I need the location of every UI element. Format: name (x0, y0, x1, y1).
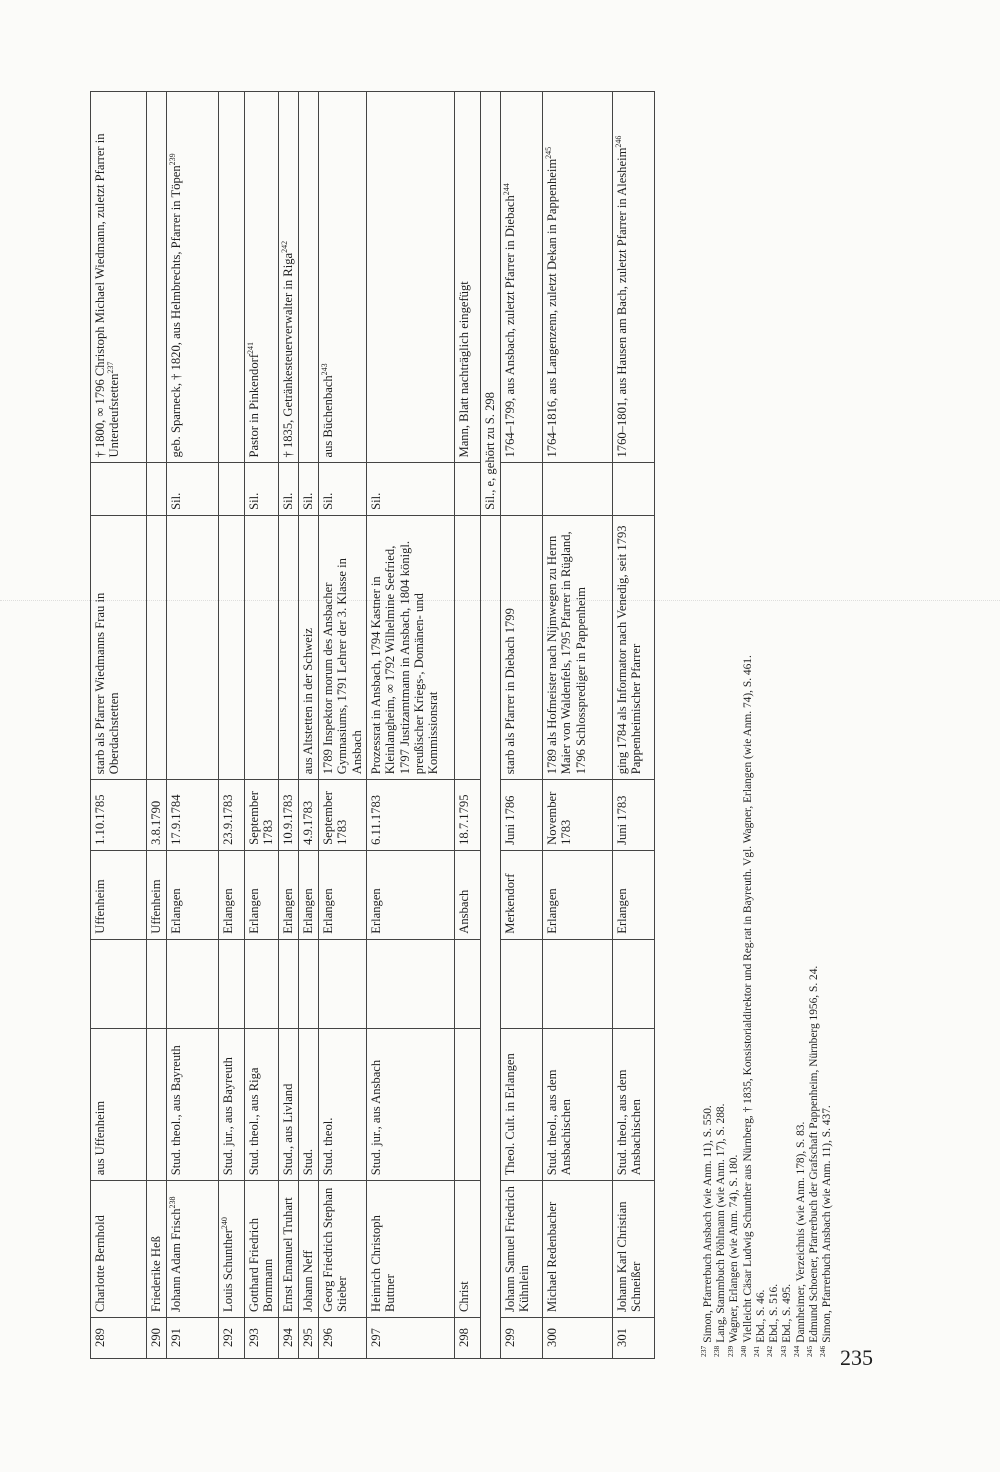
cell-reference-text: geb. Sparneck, † 1820, aus Helmbrechts, Pfarrer in Töpen (169, 165, 183, 458)
cell-sil-note (481, 92, 501, 516)
cell-date-text: 17.9.1784 (169, 794, 183, 845)
cell-sil-text: Sil. (321, 492, 335, 510)
cell-status-text: Stud. jur., aus Ansbach (369, 1059, 384, 1176)
cell-number (219, 1317, 245, 1358)
cell-name (613, 1181, 655, 1318)
cell-number (455, 1317, 481, 1358)
cell-remark-text: 1789 Inspektor morum des Ansbacher Gymnasiums, 1791 Lehrer der 3. Klasse in Ansbach (321, 558, 364, 775)
cell-status-text: Stud. theol., aus Riga (247, 1067, 261, 1176)
rotated-page-content (88, 87, 833, 1362)
cell-place-entry-text: Erlangen (221, 888, 235, 934)
cell-number-text: 289 (93, 1328, 107, 1347)
cell-status (319, 1028, 367, 1181)
cell-status (167, 1028, 219, 1181)
cell-name (245, 1181, 279, 1318)
cell-place-entry-text: Erlangen (615, 888, 630, 934)
cell-place-entry (91, 850, 147, 939)
cell-reference (219, 92, 245, 464)
cell-sil (319, 463, 367, 515)
cell-status (367, 1028, 455, 1181)
footnote-number: 238 (712, 1345, 722, 1357)
footnote-text: Ebd., S. 495. (781, 1283, 794, 1343)
cell-reference (299, 92, 319, 464)
cell-place (613, 939, 655, 1028)
cell-date-text: Juni 1783 (615, 795, 630, 845)
empty-cell (481, 515, 501, 1358)
footnote-ref: 238 (167, 1196, 177, 1209)
cell-remark (367, 515, 455, 779)
cell-sil (147, 463, 167, 515)
cell-status (91, 1028, 147, 1181)
cell-name (219, 1181, 245, 1318)
cell-place-entry (219, 850, 245, 939)
cell-number-text: 293 (247, 1328, 261, 1347)
cell-sil-text: Sil. (369, 492, 384, 510)
footnote-number: 242 (765, 1345, 775, 1357)
cell-place (501, 939, 543, 1028)
cell-sil (219, 463, 245, 515)
cell-sil-text: Sil. (169, 492, 183, 510)
cell-date (455, 780, 481, 851)
footnote-ref: 242 (279, 240, 289, 253)
cell-status (543, 1028, 613, 1181)
cell-remark (245, 515, 279, 779)
cell-number-text: 290 (149, 1328, 163, 1347)
cell-place (167, 939, 219, 1028)
footnote-text: Ebd., S. 516. (768, 1283, 781, 1343)
register-body (91, 92, 655, 1359)
cell-name (501, 1181, 543, 1318)
cell-date-text: 10.9.1783 (281, 794, 295, 845)
cell-place-entry (279, 850, 299, 939)
cell-name (91, 1181, 147, 1318)
cell-reference (319, 92, 367, 464)
table-row (481, 92, 501, 1359)
footnote (725, 97, 741, 1357)
cell-sil-text: Sil. (281, 492, 295, 510)
cell-date (219, 780, 245, 851)
cell-place-entry-text: Uffenheim (93, 879, 107, 934)
cell-remark (299, 515, 319, 779)
cell-number-text: 291 (169, 1328, 183, 1347)
cell-place-entry-text: Erlangen (545, 888, 560, 934)
footnote-number: 237 (699, 1345, 709, 1357)
cell-status (147, 1028, 167, 1181)
cell-reference-text: 1760–1801, aus Hausen am Bach, zuletzt Pfarrer in Alesheim (615, 147, 630, 458)
cell-place-entry (613, 850, 655, 939)
cell-name-text: Ernst Emanuel Truhart (281, 1197, 295, 1312)
cell-date (319, 780, 367, 851)
footnote (818, 97, 834, 1357)
cell-sil (279, 463, 299, 515)
cell-name (279, 1181, 299, 1318)
cell-place-entry-text: Erlangen (301, 888, 315, 934)
cell-number-text: 298 (457, 1328, 472, 1347)
cell-sil (167, 463, 219, 515)
cell-name (319, 1181, 367, 1318)
cell-name (455, 1181, 481, 1318)
cell-status-text: Theol. Cult. in Erlangen (503, 1053, 518, 1176)
table-row (245, 92, 279, 1359)
cell-place (219, 939, 245, 1028)
table-row (167, 92, 219, 1359)
cell-date (501, 780, 543, 851)
cell-place (299, 939, 319, 1028)
table-row (91, 92, 147, 1359)
cell-number-text: 300 (545, 1328, 560, 1347)
cell-number (279, 1317, 299, 1358)
cell-place-entry-text: Erlangen (169, 888, 183, 934)
cell-date-text: 23.9.1783 (221, 794, 235, 845)
table-row (279, 92, 299, 1359)
table-row (367, 92, 455, 1359)
table-row (299, 92, 319, 1359)
cell-place (91, 939, 147, 1028)
cell-remark (279, 515, 299, 779)
cell-name-text: Johann Samuel Friedrich Kühnlein (503, 1186, 532, 1312)
cell-date-text: 4.9.1783 (301, 800, 315, 845)
cell-place-entry-text: Ansbach (457, 889, 472, 934)
footnote (712, 97, 728, 1357)
cell-place (245, 939, 279, 1028)
cell-name (367, 1181, 455, 1318)
cell-number (91, 1317, 147, 1358)
cell-sil-text: Sil. (247, 492, 261, 510)
register-table (90, 91, 655, 1359)
cell-date (543, 780, 613, 851)
cell-date-text: Juni 1786 (503, 795, 518, 845)
cell-name (167, 1181, 219, 1318)
cell-remark (501, 515, 543, 779)
cell-number (167, 1317, 219, 1358)
cell-number-text: 299 (503, 1328, 518, 1347)
cell-name-text: Johann Adam Frisch (169, 1208, 183, 1312)
footnote-number: 239 (725, 1345, 735, 1357)
cell-name-text: Charlotte Bernhold (93, 1215, 107, 1312)
cell-status (501, 1028, 543, 1181)
cell-reference (147, 92, 167, 464)
table-row (543, 92, 613, 1359)
cell-date (299, 780, 319, 851)
cell-remark-text: 1789 als Hofmeister nach Nijmwegen zu Herrn Maier von Waldenfels, 1795 Pfarrer in Rügland, 1796 Schlossprediger in Pappenheim (545, 531, 588, 775)
page-number: 235 (840, 1345, 873, 1370)
footnote-number: 246 (818, 1345, 828, 1357)
cell-place-entry (367, 850, 455, 939)
sil-note-text: Sil., e, gehört zu S. 298 (483, 392, 498, 510)
cell-place-entry (167, 850, 219, 939)
cell-status-text: Stud., aus Livland (281, 1083, 295, 1176)
cell-date (613, 780, 655, 851)
footnote-ref: 241 (245, 341, 255, 354)
cell-remark (319, 515, 367, 779)
cell-place-entry (299, 850, 319, 939)
footnote-ref: 239 (167, 153, 177, 166)
cell-name-text: Friederike Heß (149, 1236, 163, 1312)
cell-number (147, 1317, 167, 1358)
footnote (738, 97, 755, 1357)
cell-sil (543, 463, 613, 515)
cell-name-text: Louis Schunther (221, 1229, 235, 1312)
cell-place-entry (543, 850, 613, 939)
cell-status-text: Stud. jur., aus Bayreuth (221, 1057, 235, 1176)
footnote (804, 97, 821, 1357)
footnote-text: Lang, Stammbuch Pöhlmann (wie Anm. 17), S. 288. (715, 1103, 728, 1343)
cell-number (245, 1317, 279, 1358)
cell-date-text: 6.11.1783 (369, 794, 384, 845)
cell-date (279, 780, 299, 851)
cell-date (367, 780, 455, 851)
cell-status-text: Stud. theol., aus Bayreuth (169, 1045, 183, 1176)
cell-reference (167, 92, 219, 464)
footnote-text: Wagner, Erlangen (wie Anm. 74), S. 180. (728, 1154, 741, 1343)
cell-reference (367, 92, 455, 464)
cell-sil (501, 463, 543, 515)
cell-reference (501, 92, 543, 464)
cell-name (543, 1181, 613, 1318)
cell-remark (219, 515, 245, 779)
cell-reference-text: † 1835, Getränkesteuerverwalter in Riga (281, 252, 295, 458)
cell-reference (455, 92, 481, 464)
cell-place-entry-text: Erlangen (321, 888, 335, 934)
cell-date-text: 1.10.1785 (93, 794, 107, 845)
cell-status (219, 1028, 245, 1181)
cell-reference-text: Mann, Blatt nachträglich eingefügt (457, 281, 472, 458)
footnote (778, 97, 794, 1357)
cell-date-text: September 1783 (321, 791, 350, 845)
footnote-text: Vielleicht Cäsar Ludwig Schunther aus Nürnberg, † 1835, Konsistorialdirektor und Reg.rat in Bayreuth. Vgl. Wagner, Erlangen (wie Anm. 74), S. 461. (741, 655, 754, 1343)
cell-remark (455, 515, 481, 779)
footnote-number: 240 (738, 1345, 748, 1357)
footnote-ref: 240 (219, 1217, 229, 1230)
cell-name-text: Heinrich Christoph Buttner (369, 1215, 398, 1312)
cell-place-entry (501, 850, 543, 939)
table-row (501, 92, 543, 1359)
cell-sil (245, 463, 279, 515)
cell-sil (367, 463, 455, 515)
footnote-ref: 245 (543, 146, 553, 159)
cell-place-entry-text: Merkendorf (503, 873, 518, 934)
cell-number (299, 1317, 319, 1358)
cell-remark-text: Prozessrat in Ansbach, 1794 Kastner in Kleinlangheim, ∞ 1792 Wilhelmine Seefried, 1797 Justizamtmann in Ansbach, 1804 königl. preußischer Kriegs-, Domänen- und Kommissionsrat (369, 540, 441, 775)
cell-number-text: 301 (615, 1328, 630, 1347)
cell-place (543, 939, 613, 1028)
cell-status-text: aus Uffenheim (93, 1101, 107, 1176)
cell-place-entry-text: Erlangen (247, 888, 261, 934)
cell-number (367, 1317, 455, 1358)
table-row (147, 92, 167, 1359)
footnote (765, 97, 781, 1357)
cell-place-entry-text: Erlangen (369, 888, 384, 934)
cell-number-text: 292 (221, 1328, 235, 1347)
cell-name-text: Johann Neff (301, 1250, 315, 1312)
cell-date (167, 780, 219, 851)
footnote-ref: 246 (613, 135, 623, 148)
cell-date-text: November 1783 (545, 791, 574, 845)
cell-status-text: Stud. theol., aus dem Ansbachischen (615, 1069, 644, 1176)
footnote-ref: 237 (106, 361, 116, 374)
cell-number-text: 294 (281, 1328, 295, 1347)
cell-remark-text: ging 1784 als Informator nach Venedig, seit 1793 Pappenheimischer Pfarrer (615, 525, 644, 775)
cell-date-text: September 1783 (247, 791, 276, 845)
cell-reference (543, 92, 613, 464)
cell-date-text: 3.8.1790 (149, 800, 163, 845)
cell-remark (91, 515, 147, 779)
footnote (752, 97, 768, 1357)
cell-reference-text: † 1800, ∞ 1796 Christoph Michael Wiedmann, zuletzt Pfarrer in Unterdeufstetten (93, 133, 122, 458)
cell-name-text: Michael Redenbacher (545, 1201, 560, 1312)
cell-status (279, 1028, 299, 1181)
footnote (791, 97, 808, 1357)
cell-reference-text: 1764–1816, aus Langenzenn, zuletzt Dekan in Pappenheim (545, 158, 560, 458)
cell-reference-text: 1764–1799, aus Ansbach, zuletzt Pfarrer in Diebach (503, 195, 518, 458)
cell-number-text: 297 (369, 1328, 384, 1347)
footnote-number: 241 (752, 1345, 762, 1357)
footnote-number: 245 (804, 1345, 814, 1357)
cell-remark (147, 515, 167, 779)
cell-sil (299, 463, 319, 515)
cell-number (319, 1317, 367, 1358)
footnote (699, 97, 715, 1357)
footnote-text: Ebd., S. 46. (754, 1289, 767, 1343)
cell-place-entry-text: Erlangen (281, 888, 295, 934)
cell-place (279, 939, 299, 1028)
cell-date (147, 780, 167, 851)
cell-reference-text: aus Büchenbach (321, 375, 335, 458)
footnote-text: Simon, Pfarrerbuch Ansbach (wie Anm. 11), S. 550. (702, 1105, 714, 1343)
cell-reference-text: Pastor in Pinkendorf (247, 353, 261, 458)
cell-place-entry (455, 850, 481, 939)
cell-name (299, 1181, 319, 1318)
cell-date (245, 780, 279, 851)
cell-date-text: 18.7.1795 (457, 794, 472, 845)
footnote-number: 244 (791, 1345, 801, 1357)
table-row (613, 92, 655, 1359)
cell-place-entry (147, 850, 167, 939)
table-row (319, 92, 367, 1359)
footnote-text: Simon, Pfarrerbuch Ansbach (wie Anm. 11), S. 437. (820, 1105, 833, 1343)
footnote-ref: 244 (501, 183, 511, 196)
cell-number (543, 1317, 613, 1358)
cell-place-entry (319, 850, 367, 939)
cell-name-text: Johann Karl Christian Schneißer (615, 1201, 644, 1312)
cell-status (455, 1028, 481, 1181)
cell-status (613, 1028, 655, 1181)
cell-sil-text: Sil. (301, 492, 315, 510)
cell-name-text: Christ (457, 1281, 472, 1312)
cell-status (299, 1028, 319, 1181)
footnote-number: 243 (778, 1345, 788, 1357)
cell-place (455, 939, 481, 1028)
cell-sil (455, 463, 481, 515)
cell-remark-text: starb als Pfarrer Wiedmanns Frau in Oberdachstetten (93, 592, 122, 775)
cell-status-text: Stud. theol. (321, 1117, 335, 1176)
cell-remark-text: aus Altstetten in der Schweiz (301, 628, 315, 775)
cell-reference (91, 92, 147, 464)
cell-number-text: 295 (301, 1328, 315, 1347)
cell-sil (91, 463, 147, 515)
cell-date (91, 780, 147, 851)
footnote-text: Dannheimer, Verzeichnis (wie Anm. 178), S. 83. (794, 1121, 807, 1343)
cell-reference (245, 92, 279, 464)
footnotes (699, 97, 834, 1357)
cell-status (245, 1028, 279, 1181)
table-row (219, 92, 245, 1359)
cell-sil (613, 463, 655, 515)
cell-place (367, 939, 455, 1028)
cell-reference (279, 92, 299, 464)
footnote-ref: 243 (319, 363, 329, 376)
cell-remark (167, 515, 219, 779)
cell-place (319, 939, 367, 1028)
cell-place (147, 939, 167, 1028)
cell-number (501, 1317, 543, 1358)
cell-place-entry (245, 850, 279, 939)
cell-name-text: Georg Friedrich Stephan Stieber (321, 1187, 350, 1312)
cell-number-text: 296 (321, 1328, 335, 1347)
cell-name (147, 1181, 167, 1318)
cell-remark (543, 515, 613, 779)
footnote-text: Edmund Schoener, Pfarrerbuch der Grafschaft Pappenheim, Nürnberg 1956, S. 24. (807, 965, 820, 1343)
cell-name-text: Gotthard Friedrich Bornmann (247, 1217, 276, 1312)
cell-status-text: Stud. theol., aus dem Ansbachischen (545, 1069, 574, 1176)
cell-number (613, 1317, 655, 1358)
cell-remark (613, 515, 655, 779)
cell-status-text: Stud. (301, 1149, 315, 1176)
table-row (455, 92, 481, 1359)
cell-remark-text: starb als Pfarrer in Diebach 1799 (503, 608, 518, 775)
cell-reference (613, 92, 655, 464)
cell-place-entry-text: Uffenheim (149, 879, 163, 934)
